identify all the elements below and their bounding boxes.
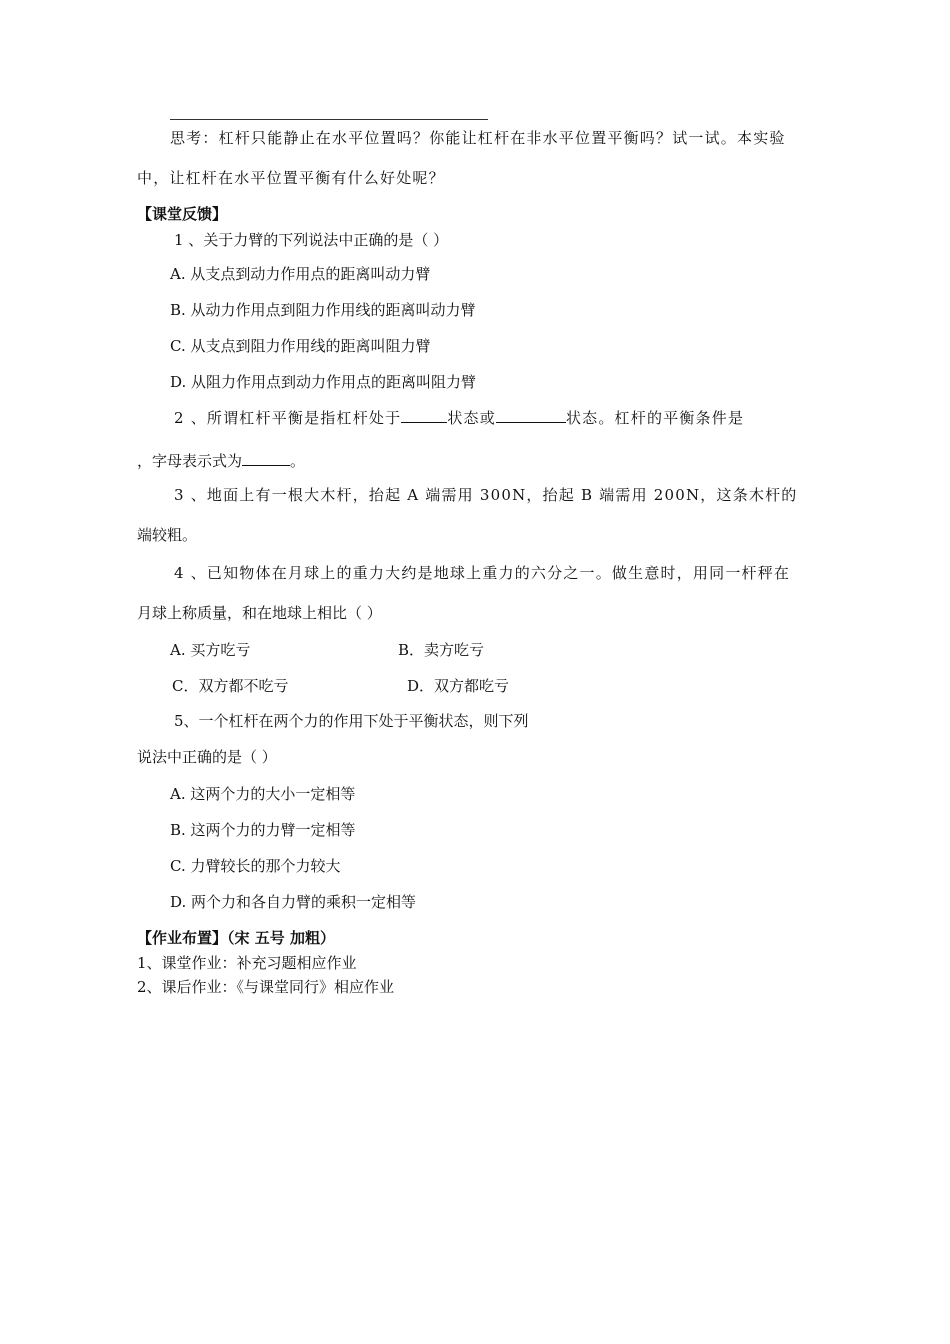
- q5-option-c: C. 力臂较长的那个力较大: [170, 857, 341, 875]
- think-line-1: 思考：杠杆只能静止在水平位置吗？你能让杠杆在非水平位置平衡吗？试一试。本实验: [170, 129, 786, 147]
- q5-line-2: 说法中正确的是（ ）: [137, 748, 277, 766]
- q2-line2-text: ，字母表示式为: [137, 452, 243, 470]
- homework-item-2: 2、课后作业：《与课堂同行》相应作业: [137, 978, 395, 996]
- q2-line2-end: 。: [290, 452, 306, 470]
- q5-line-1: 5、一个杠杆在两个力的作用下处于平衡状态，则下列: [174, 712, 529, 730]
- q2-blank-3[interactable]: [242, 451, 290, 466]
- q5-option-a: A. 这两个力的大小一定相等: [170, 785, 356, 803]
- q5-option-d: D. 两个力和各自力臂的乘积一定相等: [170, 893, 417, 911]
- q1-option-c: C. 从支点到阻力作用线的距离叫阻力臂: [170, 337, 431, 355]
- q4-option-c: C．双方都不吃亏: [172, 677, 289, 695]
- q4-option-d: D．双方都吃亏: [407, 677, 510, 695]
- q1-option-b: B. 从动力作用点到阻力作用线的距离叫动力臂: [170, 301, 476, 319]
- q2-part-2: 状态或: [447, 409, 496, 427]
- q3-line-1: 3 、地面上有一根大木杆，抬起 A 端需用 300N，抬起 B 端需用 200N，这条木杆的: [174, 486, 798, 504]
- q2-blank-2[interactable]: [496, 408, 566, 423]
- q2-part-1: 2 、所谓杠杆平衡是指杠杆处于: [174, 409, 402, 427]
- think-line-2: 中，让杠杆在水平位置平衡有什么好处呢？: [137, 169, 445, 187]
- top-answer-line: [170, 119, 488, 120]
- q2-blank-1[interactable]: [401, 408, 447, 423]
- q1-stem: 1 、关于力臂的下列说法中正确的是（ ）: [174, 231, 449, 249]
- q2-line-2: [137, 451, 305, 471]
- q4-line-2: 月球上称质量，和在地球上相比（ ）: [137, 604, 382, 622]
- q1-option-d: D. 从阻力作用点到动力作用点的距离叫阻力臂: [170, 373, 477, 391]
- homework-heading: 【作业布置】（宋 五号 加粗）: [137, 929, 335, 947]
- feedback-heading: 【课堂反馈】: [137, 205, 228, 223]
- q1-option-a: A. 从支点到动力作用点的距离叫动力臂: [170, 265, 431, 283]
- q4-line-1: 4 、已知物体在月球上的重力大约是地球上重力的六分之一。做生意时，用同一杆秤在: [174, 564, 791, 582]
- q5-option-b: B. 这两个力的力臂一定相等: [170, 821, 356, 839]
- q3-line-2: 端较粗。: [137, 526, 198, 544]
- q2-line-1: [174, 408, 744, 428]
- q4-option-a: A. 买方吃亏: [170, 641, 251, 659]
- q2-part-3: 状态。杠杆的平衡条件是: [565, 409, 745, 427]
- q4-option-b: B．卖方吃亏: [398, 641, 485, 659]
- homework-item-1: 1、课堂作业：补充习题相应作业: [137, 954, 357, 972]
